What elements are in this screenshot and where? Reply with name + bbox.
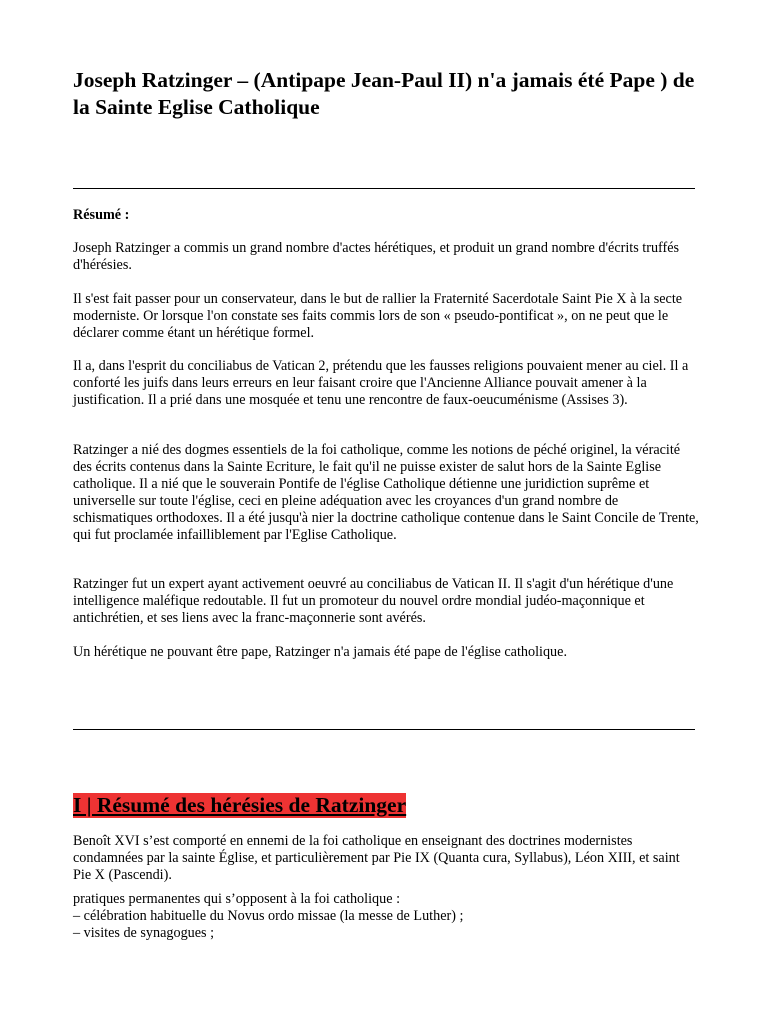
summary-paragraph-6: Un hérétique ne pouvant être pape, Ratzinger n'a jamais été pape de l'église catholique. bbox=[73, 644, 567, 660]
horizontal-rule-top bbox=[73, 188, 695, 189]
practices-intro: pratiques permanentes qui s’opposent à la foi catholique : bbox=[73, 891, 401, 907]
section-heading: I | Résumé des hérésies de Ratzinger bbox=[73, 793, 407, 817]
summary-paragraph-3: Il a, dans l'esprit du conciliabus de Vatican 2, prétendu que les fausses religions pouvaient mener au ciel. Il a conforté les juifs dans leurs erreurs en leur faisant croire que l'Ancienne Alliance pouvait amener à la justification. Il a prié dans une mosquée et tenu une rencontre de faux-oeucuménisme (Assises 3). bbox=[73, 358, 689, 408]
practice-item: – visites de synagogues ; bbox=[73, 925, 215, 941]
document-title: Joseph Ratzinger – (Antipape Jean-Paul II) n'a jamais été Pape ) de la Sainte Eglise Catholique bbox=[73, 68, 695, 119]
summary-paragraph-1: Joseph Ratzinger a commis un grand nombre d'actes hérétiques, et produit un grand nombre d'écrits truffés d'hérésies. bbox=[73, 240, 680, 273]
summary-paragraph-4: Ratzinger a nié des dogmes essentiels de la foi catholique, comme les notions de péché originel, la véracité des écrits contenus dans la Sainte Ecriture, le fait qu'il ne puisse exister de salut hors de la Sainte Eglise catholique. Il a nié que le souverain Pontife de l'église Catholique détienne une juridiction suprême et universelle sur toute l'église, ceci en pleine adéquation avec les croyances d'un grand nombre de schismatiques orthodoxes. Il a été jusqu'à nier la doctrine catholique contenue dans le Saint Concile de Trente, qui fut proclamée infailliblement par l'Eglise Catholique. bbox=[73, 442, 699, 543]
section-intro-paragraph: Benoît XVI s’est comporté en ennemi de la foi catholique en enseignant des doctrines modernistes condamnées par la sainte Église, et particulièrement par Pie IX (Quanta cura, Syllabus), Léon XIII, et saint Pie X (Pascendi). bbox=[73, 833, 680, 883]
practices-list bbox=[73, 891, 701, 942]
horizontal-rule-bottom bbox=[73, 729, 695, 730]
summary-label: Résumé : bbox=[73, 207, 130, 223]
summary-paragraph-5: Ratzinger fut un expert ayant activement oeuvré au conciliabus de Vatican II. Il s'agit d'un hérétique d'une intelligence maléfique redoutable. Il fut un promoteur du nouvel ordre mondial judéo-maçonnique et antichrétien, et ses liens avec la franc-maçonnerie sont avérés. bbox=[73, 576, 674, 626]
practice-item: – célébration habituelle du Novus ordo missae (la messe de Luther) ; bbox=[73, 908, 464, 924]
summary-paragraph-2: Il s'est fait passer pour un conservateur, dans le but de rallier la Fraternité Sacerdotale Saint Pie X à la secte moderniste. Or lorsque l'on constate ses faits commis lors de son « pseudo-pontificat », on ne peut que le déclarer comme étant un hérétique formel. bbox=[73, 291, 683, 341]
